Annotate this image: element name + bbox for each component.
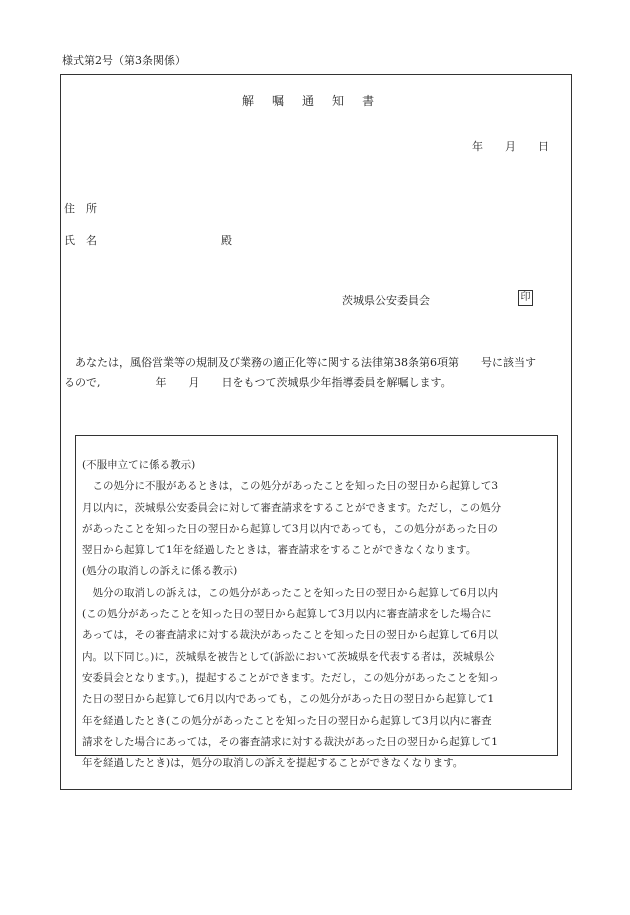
notice-line: た日の翌日から起算して6月以内であっても，この処分があった日の翌日から起算して1 (82, 693, 495, 706)
date-day: 日 (538, 140, 549, 153)
notice-line: (この処分があったことを知った日の翌日から起算して3月以内に審査請求をした場合に (82, 608, 492, 621)
date-month: 月 (505, 140, 516, 153)
title-char: 解 (242, 94, 256, 108)
document-title (242, 92, 392, 109)
notice-line: 処分の取消しの訴えは，この処分があったことを知った日の翌日から起算して6月以内 (82, 586, 499, 599)
body-line: るので, 年 月 日をもつて茨城県少年指導委員を解嘱します。 (64, 376, 452, 389)
notice-line: (処分の取消しの訴えに係る教示) (82, 565, 238, 578)
address-label: 住 所 (64, 202, 97, 215)
seal-mark: 印 (518, 290, 533, 306)
date-line (472, 138, 571, 154)
notice-line: あっては，その審査請求に対する裁決があったことを知った日の翌日から起算して6月以 (82, 629, 498, 642)
issuer-name: 茨城県公安委員会 (342, 294, 430, 307)
notice-line: この処分に不服があるときは，この処分があったことを知った日の翌日から起算して3 (82, 480, 499, 493)
title-char: 通 (302, 94, 316, 108)
title-char: 書 (362, 94, 376, 108)
dismissal-notice-body (64, 353, 567, 393)
body-line: あなたは，風俗営業等の規制及び業務の適正化等に関する法律第38条第6項第 号に該当す (64, 356, 536, 369)
instruction-text (82, 455, 552, 774)
notice-line: 月以内に，茨城県公安委員会に対して審査請求をすることができます。ただし，この処分 (82, 501, 502, 514)
notice-line: 年を経過したとき)は，処分の取消しの訴えを提起することができなくなります。 (82, 757, 464, 770)
form-number-label: 様式第2号（第3条関係） (62, 54, 186, 67)
notice-line: (不服申立てに係る教示) (82, 459, 196, 471)
date-year: 年 (472, 140, 483, 153)
notice-line: 年を経過したとき(この処分があったことを知った日の翌日から起算して3月以内に審査 (82, 714, 492, 727)
notice-line: 安委員会となります。)，提起することができます。ただし，この処分があったことを知っ (82, 671, 500, 684)
honorific-dono: 殿 (221, 234, 232, 247)
notice-line: 請求をした場合にあっては，その審査請求に対する裁決があった日の翌日から起算して1 (82, 735, 498, 748)
title-char: 嘱 (272, 94, 286, 108)
notice-line: 内。以下同じ。)に，茨城県を被告として(訴訟において茨城県を代表する者は，茨城県公 (82, 650, 495, 663)
notice-line: があったことを知った日の翌日から起算して3月以内であっても，この処分があった日の (82, 522, 498, 535)
notice-line: 翌日から起算して1年を経過したときは，審査請求をすることができなくなります。 (82, 544, 477, 557)
name-label: 氏 名 (64, 234, 97, 247)
title-char: 知 (332, 94, 346, 108)
